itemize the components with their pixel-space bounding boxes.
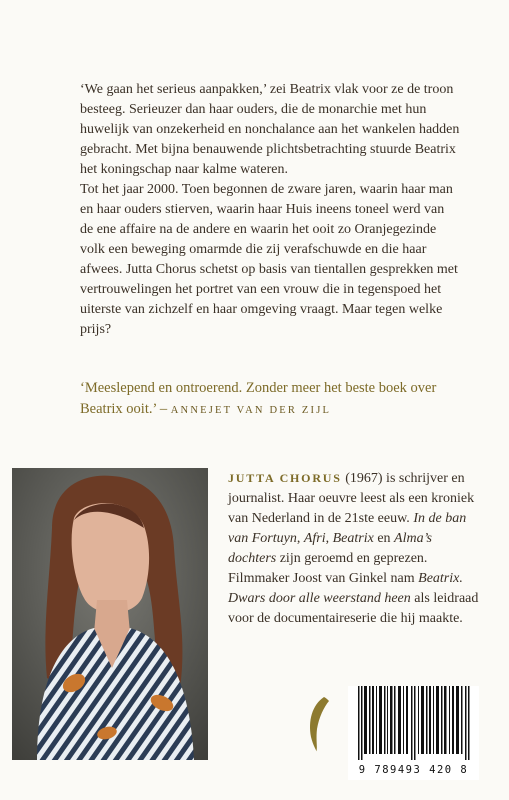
barcode-bars [358,686,470,760]
book-title-2: Afri [303,531,326,546]
bio-part-1: (1967) is schrijver en journalist. Haar oeuvre leest als een kroniek van Nederland in de 21ste eeuw. [228,471,475,526]
quote-dash: – [156,401,171,417]
quote-attribution: ANNEJET VAN DER ZIJL [170,405,332,416]
publisher-logo-icon [305,695,331,753]
quote-text: ‘Meeslepend en ontroerend. Zonder meer het beste boek over Beatrix ooit.’ [80,380,437,417]
book-title-4: Alma’s dochters [228,531,432,566]
book-title-3: Beatrix [332,531,374,546]
blurb-paragraph-2: Tot het jaar 2000. Toen begonnen de zware jaren, waarin haar man en haar ouders stierven, waarin haar Huis ineens toneel werd van de ene affaire na de andere en waarin het ooit zo Oranjegezinde volk een beweging omarmde die zij verafschuwde en die haar afwees. Jutta Chorus schetst op basis van tientallen gesprekken met vertrouwelingen het portret van een vrouw die in tegenspoed het uiterste van zichzelf en haar omgeving vraagt. Maar tegen welke prijs? [80,182,458,337]
blurb [80,80,460,340]
blurb-paragraph-1: ‘We gaan het serieus aanpakken,’ zei Beatrix vlak voor ze de troon besteeg. Serieuzer dan haar ouders, die de monarchie met hun huwelijk van onzekerheid en nonchalance aan het wankelen hadden gebracht. Met bijna benauwende plichtsbetrachting stuurde Beatrix het koningschap naar kalme wateren. [80,82,460,177]
book-title-5: Beatrix. Dwars door alle weerstand heen [228,571,463,606]
separator-3: en [373,531,395,546]
author-name: JUTTA CHORUS [228,471,342,485]
isbn-digits: 9 789493 420 8 [358,764,469,776]
bio-part-2: zijn geroemd en geprezen. Filmmaker Joost van Ginkel nam [228,551,428,586]
review-quote [80,378,460,421]
author-bio-text [228,468,480,629]
isbn-barcode [348,686,479,780]
author-photo [12,468,208,760]
separator-1: , [296,531,304,546]
book-title-1: In de ban van Fortuyn [228,511,467,546]
bio-part-3: als leidraad voor de documentaireserie die hij maakte. [228,591,479,626]
separator-2: , [325,531,333,546]
author-bio [228,468,480,629]
